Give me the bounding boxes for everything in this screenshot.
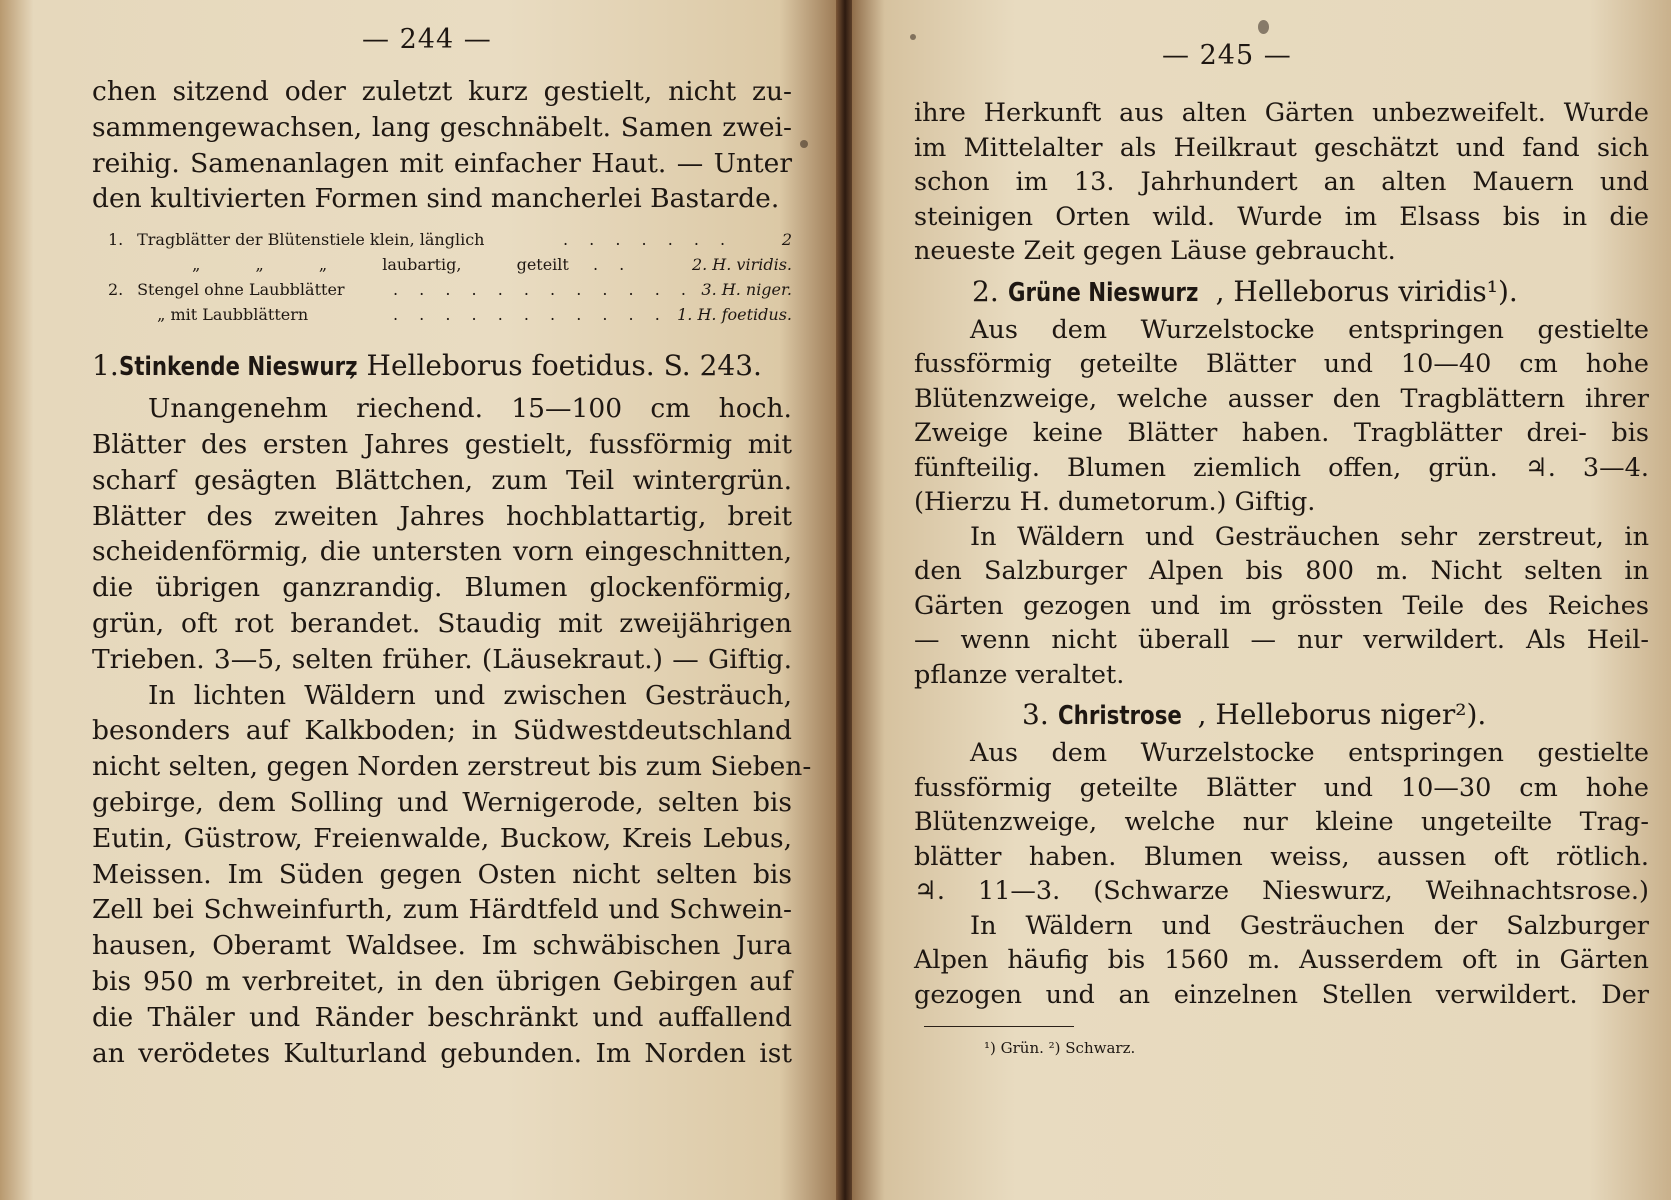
left-text-column	[92, 74, 812, 1071]
species-latin-name: , Helleborus foetidus. S. 243.	[348, 349, 762, 383]
text-line: Blütenzweige, welche ausser den Tragblättern ihrer	[914, 383, 1649, 414]
text-line: die Thäler und Ränder beschränkt und auffallend	[92, 1001, 792, 1033]
text-line: besonders auf Kalkboden; in Südwestdeutschland	[92, 715, 792, 747]
species-heading	[914, 271, 1649, 313]
right-text-column	[914, 96, 1649, 1057]
identification-key	[108, 227, 792, 327]
text-line: Zell bei Schweinfurth, zum Härdtfeld und Schwein-	[92, 894, 792, 926]
species-german-name: Grüne Nieswurz	[1007, 277, 1198, 308]
text-line: Zweige keine Blätter haben. Tragblätter drei- bis	[914, 418, 1649, 448]
text-line: — wenn nicht überall — nur verwildert. Als Heil-	[914, 625, 1649, 655]
ink-speck	[800, 140, 808, 148]
text-line: In lichten Wäldern und zwischen Gesträuch,	[148, 679, 792, 711]
leader-dots: . .	[593, 255, 633, 275]
text-line: Eutin, Güstrow, Freienwalde, Buckow, Kreis Lebus,	[92, 822, 792, 854]
species-german-name: Stinkende Nieswurz	[118, 352, 358, 383]
key-row	[108, 277, 792, 302]
key-number: 1.	[108, 230, 124, 250]
species-heading	[914, 694, 1649, 736]
text-line: Gärten gezogen und im grössten Teile des Reiches	[914, 590, 1649, 621]
footnote: ¹) Grün. ²) Schwarz.	[984, 1039, 1136, 1057]
text-line: blätter haben. Blumen weiss, aussen oft rötlich.	[914, 841, 1649, 872]
text-line: ♃. 11—3. (Schwarze Nieswurz, Weihnachtsrose.)	[914, 876, 1649, 906]
text-line: im Mittelalter als Heilkraut geschätzt und fand sich	[914, 132, 1649, 163]
species-distribution	[914, 520, 1649, 693]
text-line: Blätter des zweiten Jahres hochblattartig, breit	[92, 500, 792, 532]
footnote-rule	[924, 1026, 1074, 1027]
text-line: nicht selten, gegen Norden zerstreut bis zum Sieben-	[92, 751, 812, 783]
text-line: Alpen häufig bis 1560 m. Ausserdem oft in Gärten	[914, 945, 1649, 975]
text-line: fussförmig geteilte Blätter und 10—40 cm hohe	[914, 349, 1649, 379]
text-line: In Wäldern und Gesträuchen der Salzburger	[970, 910, 1649, 941]
text-line: scharf gesägten Blättchen, zum Teil wintergrün.	[92, 464, 792, 496]
species-number: 2.	[972, 274, 999, 308]
page-number: — 244 —	[362, 24, 492, 55]
species-latin-name: , Helleborus viridis¹).	[1215, 274, 1518, 308]
species-description	[92, 391, 792, 677]
key-text: „ „ „ laubartig, geteilt	[192, 255, 569, 275]
key-text: Stengel ohne Laubblätter	[137, 280, 345, 300]
key-result: 2. H. viridis.	[691, 255, 792, 275]
leader-dots: . . . . . . .	[563, 230, 734, 250]
key-text: „ mit Laubblättern	[157, 305, 309, 325]
text-line: Unangenehm riechend. 15—100 cm hoch.	[148, 393, 792, 425]
text-line: an verödetes Kulturland gebunden. Im Norden ist	[92, 1037, 792, 1069]
text-line: den kultivierten Formen sind mancherlei Bastarde.	[92, 183, 780, 215]
key-row	[108, 227, 792, 252]
text-line: grün, oft rot berandet. Staudig mit zweijährigen	[92, 607, 792, 639]
text-line: ihre Herkunft aus alten Gärten unbezweifelt. Wurde	[914, 98, 1649, 128]
species-description	[914, 313, 1649, 520]
species-latin-name: , Helleborus niger²).	[1197, 698, 1487, 731]
text-line: In Wäldern und Gesträuchen sehr zerstreut, in	[970, 521, 1649, 552]
key-row	[108, 252, 792, 277]
right-page	[852, 0, 1671, 1200]
text-line: gebirge, dem Solling und Wernigerode, selten bis	[92, 786, 792, 818]
text-line: Blütenzweige, welche nur kleine ungeteilte Trag-	[914, 807, 1649, 837]
key-row	[108, 302, 792, 327]
text-line: reihig. Samenanlagen mit einfacher Haut. — Unter	[92, 147, 792, 179]
text-line: neueste Zeit gegen Läuse gebraucht.	[914, 236, 1396, 266]
text-line: Trieben. 3—5, selten früher. (Läusekraut.) — Giftig.	[92, 643, 792, 675]
key-result: 3. H. niger.	[701, 280, 792, 300]
text-line: (Hierzu H. dumetorum.) Giftig.	[914, 487, 1316, 517]
key-text: Tragblätter der Blütenstiele klein, länglich	[137, 230, 485, 250]
ink-speck	[1258, 20, 1269, 34]
text-line: fussförmig geteilte Blätter und 10—30 cm hohe	[914, 772, 1649, 803]
intro-paragraph	[92, 74, 792, 217]
text-line: fünfteilig. Blumen ziemlich offen, grün. ♃. 3—4.	[914, 452, 1649, 483]
species-distribution	[92, 678, 812, 1072]
text-line: Blätter des ersten Jahres gestielt, fussförmig mit	[92, 428, 792, 460]
key-number: 2.	[108, 280, 124, 300]
text-line: Aus dem Wurzelstocke entspringen gestielte	[970, 738, 1649, 768]
page-number: — 245 —	[1162, 40, 1292, 71]
text-line: pflanze veraltet.	[914, 659, 1125, 690]
continuation-paragraph	[914, 96, 1649, 269]
ink-speck	[910, 34, 916, 40]
species-german-name: Christrose	[1057, 701, 1182, 731]
leader-dots: . . . . . . . . . . . .	[393, 280, 694, 300]
species-number: 1.	[92, 349, 119, 383]
text-line: sammengewachsen, lang geschnäbelt. Samen zwei-	[92, 111, 792, 143]
text-line: hausen, Oberamt Waldsee. Im schwäbischen Jura	[92, 930, 792, 962]
text-line: Aus dem Wurzelstocke entspringen gestielte	[970, 314, 1649, 345]
species-number: 3.	[1022, 698, 1049, 731]
key-result: 2	[781, 230, 792, 250]
species-distribution	[914, 909, 1649, 1013]
text-line: chen sitzend oder zuletzt kurz gestielt, nicht zu-	[92, 76, 792, 107]
key-result: 1. H. foetidus.	[677, 305, 792, 325]
species-description	[914, 736, 1649, 909]
text-line: gezogen und an einzelnen Stellen verwildert. Der	[914, 979, 1649, 1010]
leader-dots: . . . . . . . . . . .	[393, 305, 668, 325]
text-line: den Salzburger Alpen bis 800 m. Nicht selten in	[914, 556, 1649, 586]
text-line: scheidenförmig, die untersten vorn eingeschnitten,	[92, 536, 792, 568]
text-line: schon im 13. Jahrhundert an alten Mauern und	[914, 167, 1649, 197]
text-line: Meissen. Im Süden gegen Osten nicht selten bis	[92, 858, 792, 890]
text-line: die übrigen ganzrandig. Blumen glockenförmig,	[92, 572, 792, 604]
text-line: steinigen Orten wild. Wurde im Elsass bis in die	[914, 201, 1649, 232]
text-line: bis 950 m verbreitet, in den übrigen Gebirgen auf	[92, 965, 792, 997]
species-heading	[92, 345, 792, 387]
